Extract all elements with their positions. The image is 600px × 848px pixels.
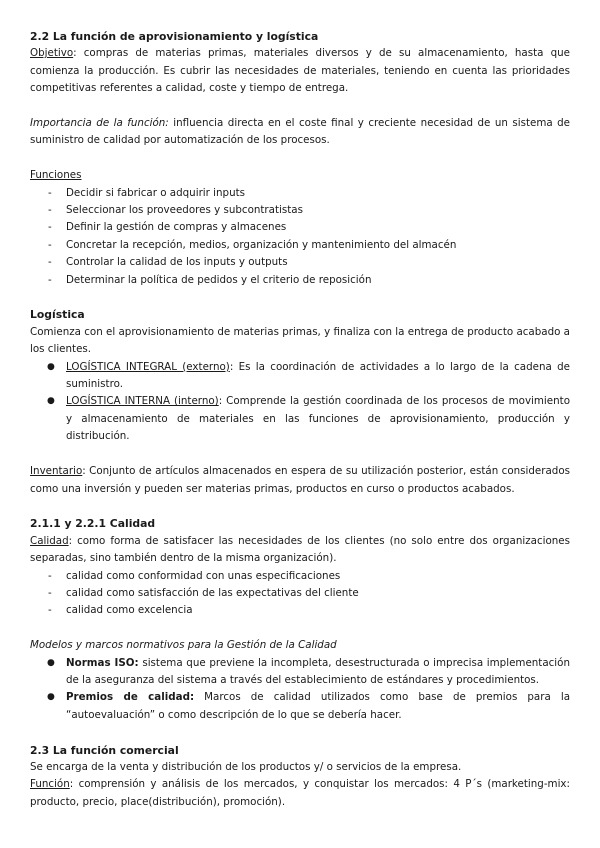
objetivo-paragraph	[30, 45, 570, 97]
logistica-integral-label: LOGÍSTICA INTEGRAL (externo)	[66, 360, 230, 373]
list-item	[30, 568, 570, 585]
list-item	[30, 602, 570, 619]
calidad-list	[30, 568, 570, 620]
list-item-text: Determinar la política de pedidos y el criterio de reposición	[66, 273, 372, 286]
list-item	[30, 219, 570, 236]
normas-iso-text: sistema que previene la incompleta, desestructurada o imprecisa implementación de la aseguranza del sistema a través del establecimiento de estándares y procedimientos.	[66, 656, 570, 686]
list-item	[30, 185, 570, 202]
logistica-intro: Comienza con el aprovisionamiento de materias primas, y finaliza con la entrega de producto acabado a los clientes.	[30, 325, 570, 356]
list-item-text: Definir la gestión de compras y almacenes	[66, 221, 287, 234]
normas-iso-label: Normas ISO:	[66, 656, 139, 669]
list-item-text: Decidir si fabricar o adquirir inputs	[66, 186, 246, 199]
dash-marker: -	[48, 238, 52, 251]
bullet-marker: ●	[47, 692, 55, 703]
premios-calidad-text: Marcos de calidad utilizados como base de premios para la “autoevaluación” o como descripción de lo que se debería hacer.	[66, 691, 571, 721]
inventario-paragraph	[30, 463, 570, 498]
logistica-list	[30, 359, 570, 446]
funciones-heading	[30, 167, 570, 184]
section-heading-comercial: 2.3 La función comercial	[30, 743, 179, 757]
list-item	[30, 689, 570, 724]
list-item	[30, 237, 570, 254]
list-item	[30, 359, 570, 394]
logistica-interna-label: LOGÍSTICA INTERNA (interno)	[66, 395, 219, 408]
dash-marker: -	[48, 256, 52, 269]
dash-marker: -	[48, 586, 52, 599]
list-item-text: calidad como excelencia	[66, 604, 193, 617]
logistica-interna-text: : Comprende la gestión coordinada de los procesos de movimiento y almacenamiento de materiales en las funciones de aprovisionamiento, producción y distribución.	[66, 395, 570, 443]
list-item	[30, 655, 570, 690]
logistica-integral-text: : Es la coordinación de actividades a lo largo de la cadena de suministro.	[66, 360, 570, 391]
dash-marker: -	[48, 186, 52, 199]
list-item	[30, 272, 570, 289]
importancia-text: influencia directa en el coste final y creciente necesidad de un sistema de suministro de calidad por automatización de los procesos.	[30, 117, 570, 147]
section-heading-calidad: 2.1.1 y 2.2.1 Calidad	[30, 517, 156, 531]
inventario-text: : Conjunto de artículos almacenados en espera de su utilización posterior, están considerados como una inversión y pueden ser materias primas, productos en curso o productos acabados.	[30, 465, 570, 495]
modelos-list	[30, 655, 570, 725]
funciones-label: Funciones	[30, 169, 82, 182]
inventario-label: Inventario	[30, 465, 83, 478]
section-heading-logistica: Logística	[30, 308, 85, 322]
section-heading-aprovisionamiento: 2.2 La función de aprovisionamiento y logística	[30, 30, 319, 43]
modelos-heading: Modelos y marcos normativos para la Gestión de la Calidad	[30, 639, 337, 652]
objetivo-label: Objetivo	[30, 47, 74, 60]
list-item-text: calidad como conformidad con unas especificaciones	[66, 569, 341, 582]
comercial-intro: Se encarga de la venta y distribución de los productos y/ o servicios de la empresa.	[30, 760, 462, 773]
dash-marker: -	[48, 569, 52, 582]
dash-marker: -	[48, 204, 52, 217]
importancia-paragraph	[30, 115, 570, 150]
bullet-marker: ●	[47, 396, 55, 407]
list-item	[30, 254, 570, 271]
list-item-text: Concretar la recepción, medios, organización y mantenimiento del almacén	[66, 238, 457, 251]
bullet-marker: ●	[47, 657, 55, 668]
calidad-paragraph	[30, 533, 570, 568]
calidad-label: Calidad	[30, 534, 69, 547]
list-item	[30, 585, 570, 602]
dash-marker: -	[48, 604, 52, 617]
importancia-label: Importancia de la función:	[30, 117, 169, 130]
funcion-paragraph	[30, 776, 570, 811]
list-item-text: Controlar la calidad de los inputs y outputs	[66, 256, 288, 269]
bullet-marker: ●	[47, 361, 55, 372]
funcion-label: Función	[30, 778, 70, 791]
list-item	[30, 393, 570, 445]
list-item-text: calidad como satisfacción de las expectativas del cliente	[66, 586, 359, 599]
dash-marker: -	[48, 273, 52, 286]
funciones-list	[30, 185, 570, 289]
calidad-text: : como forma de satisfacer las necesidades de los clientes (no solo entre dos organizaciones separadas, sino también dentro de la misma organización).	[30, 534, 570, 565]
dash-marker: -	[48, 221, 52, 234]
premios-calidad-label: Premios de calidad:	[66, 691, 195, 704]
objetivo-text: : compras de materias primas, materiales diversos y de su almacenamiento, hasta que comienza la producción. Es cubrir las necesidades de materiales, teniendo en cuenta las prioridades competitivas referentes a calidad, coste y tiempo de entrega.	[30, 47, 570, 95]
list-item	[30, 202, 570, 219]
list-item-text: Seleccionar los proveedores y subcontratistas	[66, 204, 303, 217]
funcion-text: : comprensión y análisis de los mercados, y conquistar los mercados: 4 P´s (marketing-mix: producto, precio, place(distribución), promoción).	[30, 778, 570, 808]
